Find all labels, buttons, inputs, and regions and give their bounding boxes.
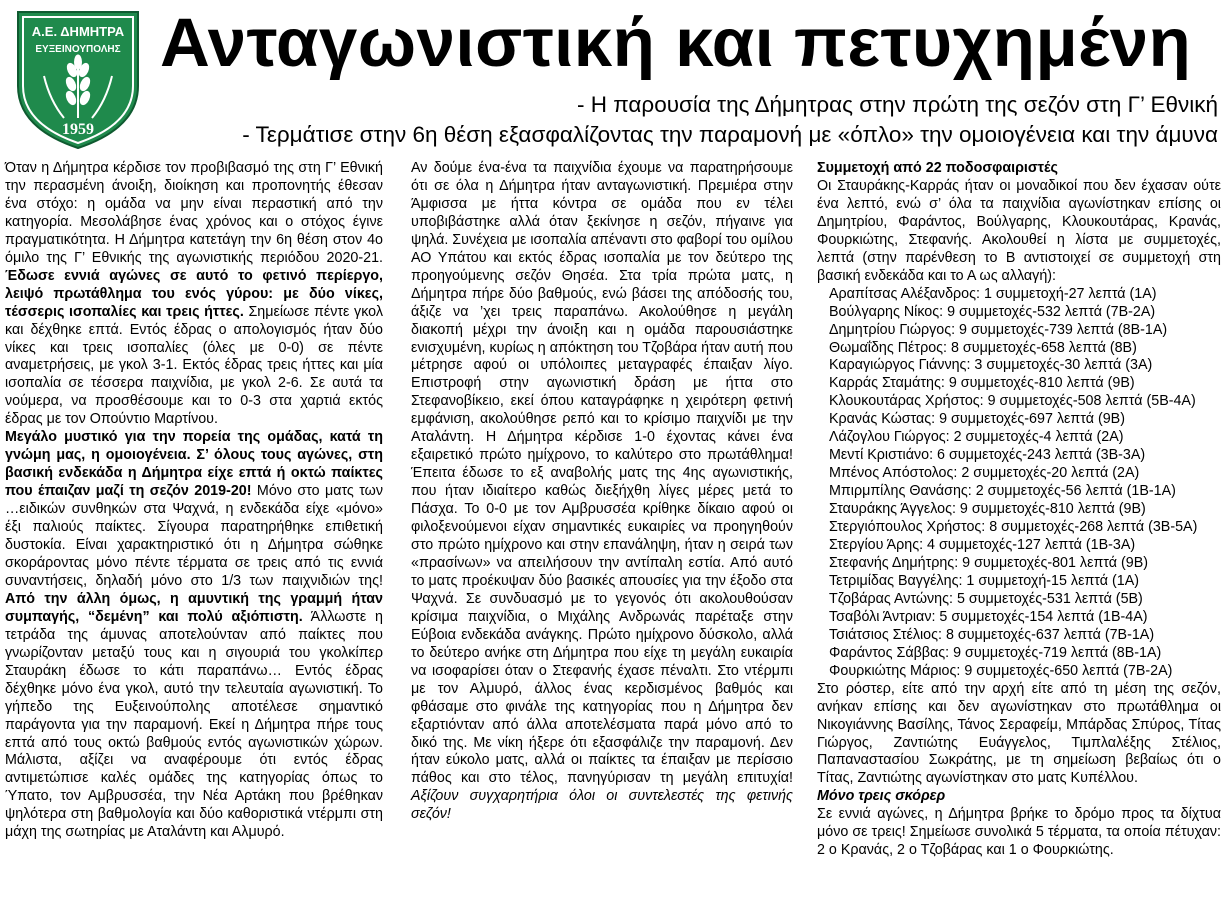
list-item: Τετριμίδας Βαγγέλης: 1 συμμετοχή-15 λεπτά (1Α) <box>829 572 1139 589</box>
section-title-scorers: Μόνο τρεις σκόρερ <box>817 788 946 805</box>
list-item: Καρράς Σταμάτης: 9 συμμετοχές-810 λεπτά (9Β) <box>829 375 1135 392</box>
subheadline-1: - Η παρουσία της Δήμητρας στην πρώτη της σεζόν στη Γ’ Εθνική <box>576 92 1218 117</box>
paragraph: Όταν η Δήμητρα κέρδισε τον προβιβασμό της στη Γ’ Εθνική την περασμένη άνοιξη, διοίκηση και προπονητής έθεσαν ένα στόχο: η ομάδα να μην είναι περαστική από την κατηγορία. Μεσολάβησε ένας χρόνος και ο στόχος έγινε πραγματικότητα. Η Δήμητρα κατετάγη την 6η θέση στον 4ο όμιλο της Γ’ Εθνικής της αγωνιστικής περιόδου 2020-21. Έδωσε εννιά αγώνες σε αυτό το φετινό περίεργο, λειψό πρωτάθλημα του ενός γύρου: με δύο νίκες, τέσσερις ισοπαλίες και τρεις ήττες. Σημείωσε πέντε γκολ και δέχθηκε επτά. Εντός έδρας ο απολογισμός ήταν δύο νίκες και τρεις ισοπαλίες (όλες με 0-0) σε πέντε αναμετρήσεις, με γκολ 3-1. Εκτός έδρας τρεις ήττες και μία ισοπαλία σε τέσσερα παιχνίδια, με γκολ 2-6. Σε αυτά τα νούμερα, να προσθέσουμε και το 0-3 στα χαρτιά εκτός έδρας με τον Οπούντιο Μαρτίνου. <box>5 160 383 428</box>
headline: Ανταγωνιστική και πετυχημένη <box>160 4 1192 81</box>
article-column-2 <box>411 160 793 824</box>
list-item: Στεργίου Άρης: 4 συμμετοχές-127 λεπτά (1Β-3Α) <box>829 537 1136 554</box>
list-item: Κρανάς Κώστας: 9 συμμετοχές-697 λεπτά (9Β) <box>829 411 1125 428</box>
crest-club-name: Α.Ε. ΔΗΜΗΤΡΑ <box>31 24 125 39</box>
paragraph: Σε εννιά αγώνες, η Δήμητρα βρήκε το δρόμο προς τα δίχτυα μόνο σε τρεις! Σημείωσε συνολικά 5 τέρματα, τα οποία πέτυχαν: 2 ο Κρανάς, 2 ο Τζοβάρας και 1 ο Φουρκιώτης. <box>817 806 1221 859</box>
article-column-1 <box>5 160 383 842</box>
list-item: Στεργιόπουλος Χρήστος: 8 συμμετοχές-268 λεπτά (3Β-5Α) <box>829 519 1198 536</box>
list-item: Αραπίτσας Αλέξανδρος: 1 συμμετοχή-27 λεπτά (1Α) <box>829 285 1157 302</box>
list-item: Κλουκουτάρας Χρήστος: 9 συμμετοχές-508 λεπτά (5Β-4Α) <box>829 393 1196 410</box>
list-item: Μπιρμπίλης Θανάσης: 2 συμμετοχές-56 λεπτά (1Β-1Α) <box>829 483 1176 500</box>
crest-year: 1959 <box>62 121 94 138</box>
list-item: Φουρκιώτης Μάριος: 9 συμμετοχές-650 λεπτά (7Β-2Α) <box>829 662 1173 679</box>
article-column-3 <box>817 160 1221 860</box>
list-item: Λάζογλου Γιώργος: 2 συμμετοχές-4 λεπτά (2Α) <box>829 429 1124 446</box>
club-crest-logo <box>14 6 142 151</box>
list-item: Τσιάτσιος Στέλιος: 8 συμμετοχές-637 λεπτά (7Β-1Α) <box>829 626 1155 643</box>
list-item: Τζοβάρας Αντώνης: 5 συμμετοχές-531 λεπτά (5Β) <box>829 590 1143 607</box>
list-item: Στεφανής Δημήτρης: 9 συμμετοχές-801 λεπτά (9Β) <box>829 554 1148 571</box>
list-item: Καραγιώργος Γιάννης: 3 συμμετοχές-30 λεπτά (3Α) <box>829 357 1153 374</box>
list-item: Μεντί Κριστιάνο: 6 συμμετοχές-243 λεπτά (3Β-3Α) <box>829 447 1146 464</box>
article-header <box>0 0 1230 160</box>
section-title-participation: Συμμετοχή από 22 ποδοσφαιριστές <box>817 160 1058 176</box>
list-item: Μπένος Απόστολος: 2 συμμετοχές-20 λεπτά (2Α) <box>829 465 1140 482</box>
player-roster-list <box>817 286 1221 681</box>
paragraph: Οι Σταυράκης-Καρράς ήταν οι μοναδικοί που δεν έχασαν ούτε ένα λεπτό, ενώ σ’ όλα τα παιχνίδια αγωνίστηκαν επίσης οι Δημητρίου, Φαράντος, Βούλγαρης, Κλουκουτάρας, Κρανάς, Φουρκιώτης, Στεφανής. Ακολουθεί η λίστα με συμμετοχές, λεπτά (στην παρένθεση το Β αντιστοιχεί σε συμμετοχή στη βασική ενδεκάδα και το Α ως αλλαγή): <box>817 177 1221 284</box>
list-item: Φαράντος Σάββας: 9 συμμετοχές-719 λεπτά (8Β-1Α) <box>829 644 1162 661</box>
crest-town-name: ΕΥΞΕΙΝΟΥΠΟΛΗΣ <box>35 44 121 55</box>
list-item: Βούλγαρης Νίκος: 9 συμμετοχές-532 λεπτά (7Β-2Α) <box>829 303 1156 320</box>
paragraph: Μεγάλο μυστικό για την πορεία της ομάδας, κατά τη γνώμη μας, η ομοιογένεια. Σ’ όλους τους αγώνες, στη βασική ενδεκάδα η Δήμητρα είχε επτά ή οκτώ παίκτες που έπαιζαν μαζί τη σεζόν 2019-20! Μόνο στο ματς των …ειδικών συνθηκών στα Ψαχνά, η ενδεκάδα είχε «μόνο» έξι παλιούς παίκτες. Σίγουρα παρατηρήθηκε επιθετική δυστοκία. Είναι χαρακτηριστικό ότι η Δήμητρα σώθηκε σκοράροντας μόνο πέντε τέρματα σε τρεις από τις εννιά συναντήσεις, δηλαδή μόνο στο 1/3 των παιχνιδιών της! Από την άλλη όμως, η αμυντική της γραμμή ήταν συμπαγής, “δεμένη” και πολύ αξιόπιστη. Άλλωστε η τετράδα της άμυνας αποτελούνταν από παίκτες που γνωρίζονταν μεταξύ τους και η σιγουριά του γκολκίπερ Σταυράκη έδωσε το κάτι παραπάνω… Εντός έδρας δέχθηκε μόνο ένα γκολ, αυτό την τελευταία αγωνιστική. Το γήπεδο της Ευξεινούπολης αποτέλεσε σημαντικό παράγοντα για την παραμονή. Εκεί η Δήμητρα πήρε τους επτά από τους οκτώ βαθμούς εντός αγωνιστικών χώρων. Μάλιστα, αξίζει να αναφέρουμε ότι εντός έδρας αντιμετώπισε καλές ομάδες της κατηγορίας όπως το Ύπατο, τον Αμβρυσσέα, την Νέα Αρτάκη που βρέθηκαν ψηλότερα στη βαθμολογία και δύο καθοριστικά ντέρμπι στη μάχη της σωτηρίας με Αταλάντη και Αλμυρό. <box>5 429 383 841</box>
list-item: Σταυράκης Άγγελος: 9 συμμετοχές-810 λεπτά (9Β) <box>829 501 1146 518</box>
paragraph: Στο ρόστερ, είτε από την αρχή είτε από τη μέση της σεζόν, ανήκαν επίσης και δεν αγωνίστηκαν στο πρωτάθλημα οι Νικογιάννης Βασίλης, Τάνος Σεραφείμ, Μπάρδας Σπύρος, Τίτας Γιώργος, Ζαντιώτης Ευάγγελος, Τιμπλαλέξης Στέλιος, Παπαναστασίου Σωκράτης, με τη σημείωση βεβαίως ότι ο Τίτας, Ζαντιώτης αγωνίστηκαν στο ματς Κυπέλλου. <box>817 680 1221 787</box>
subheadline-2: - Τερμάτισε στην 6η θέση εξασφαλίζοντας την παραμονή με «όπλο» την ομοιογένεια και την άμυνα <box>242 122 1218 147</box>
list-item: Δημητρίου Γιώργος: 9 συμμετοχές-739 λεπτά (8Β-1Α) <box>829 321 1168 338</box>
list-item: Τσαβόλι Άντριαν: 5 συμμετοχές-154 λεπτά (1Β-4Α) <box>829 608 1148 625</box>
list-item: Θωμαΐδης Πέτρος: 8 συμμετοχές-658 λεπτά (8Β) <box>829 339 1137 356</box>
paragraph: Αν δούμε ένα-ένα τα παιχνίδια έχουμε να παρατηρήσουμε ότι σε όλα η Δήμητρα ήταν ανταγωνιστική. Πρεμιέρα στην Άμφισσα με ήττα κόντρα σε ομάδα που εν τέλει υποβιβάστηκε αλλά όταν ξεκίνησε η σεζόν, πήγαινε για ψηλά. Συνέχεια με ισοπαλία απέναντι στο φαβορί του ομίλου ΑΟ Υπάτου και εκτός έδρας ισοπαλία με τον δεύτερο της προηγούμενης σεζόν Θησέα. Στα τρία πρώτα ματς, η Δήμητρα πήρε δύο βαθμούς, ενώ βάσει της απόδοσής του, άξιζε να ’χει τρεις παραπάνω. Ακολούθησε η μεγάλη διακοπή μέχρι την άνοιξη και η ομάδα παρουσιάστηκε ενισχυμένη, κυρίως η απόκτηση του Τζοβάρα ήταν αυτή που μέτρησε αφού οι υπόλοιπες μεταγραφές έπαιξαν λίγο. Επιστροφή στην αγωνιστική δράση με ήττα στο Στεφανοβίκειο, εκεί όπου καταγράφηκε η χειρότερη φετινή εμφάνιση, ακολούθησε ρεπό και το κρίσιμο παιχνίδι με την Αταλάντη. Η Δήμητρα κέρδισε 1-0 έχοντας κάνει ένα εξαιρετικό πρώτο ημίχρονο, το καλύτερο στο πρωτάθλημα! Έπειτα έδωσε το εξ αναβολής ματς της 4ης αγωνιστικής, που ήταν ιδιαίτερο καθώς διεξήχθη λίγες μέρες μετά το Πάσχα. Το 0-0 με τον Αμβρυσσέα κρίθηκε δίκαιο αφού οι φιλοξενούμενοι είχαν σημαντικές ευκαιρίες να προηγηθούν στο πρώτο ημίχρονο και στην επανάληψη, ήταν η σειρά των «πρασίνων» να απειλήσουν την αντίπαλη εστία. Από αυτό το ματς προέκυψαν δύο βασικές απουσίες για την έξοδο στα Ψαχνά. Σε συνδυασμό με το γεγονός ότι ακολουθούσαν κρίσιμα παιχνίδια, ο Μιχάλης Ανδρωνάς παρέταξε στην Εύβοια ενδεκάδα ανάγκης. Πρώτο ημίχρονο δύσκολο, αλλά το δεύτερο ανήκε στη Δήμητρα που είχε τη μεγάλη ευκαιρία να ισοφαρίσει όταν ο Στεφανής έχασε πέναλτι. Στο ντέρμπι με τον Αλμυρό, άλλος ένας κερδισμένος βαθμός και φθάσαμε στο φινάλε της κατηγορίας που η Δήμητρα δεν εξαρτιόνταν από άλλα αποτελέσματα παρά μόνο από το δικό της. Με νίκη ήξερε ότι εξασφάλιζε την παραμονή. Δεν ήταν εύκολο ματς, αλλά οι παίκτες τα έπαιξαν με περίσσιο πάθος και στο τέλος, πανηγύρισαν τη μεγάλη επιτυχία! Αξίζουν συγχαρητήρια όλοι οι συντελεστές της φετινής σεζόν! <box>411 160 793 823</box>
